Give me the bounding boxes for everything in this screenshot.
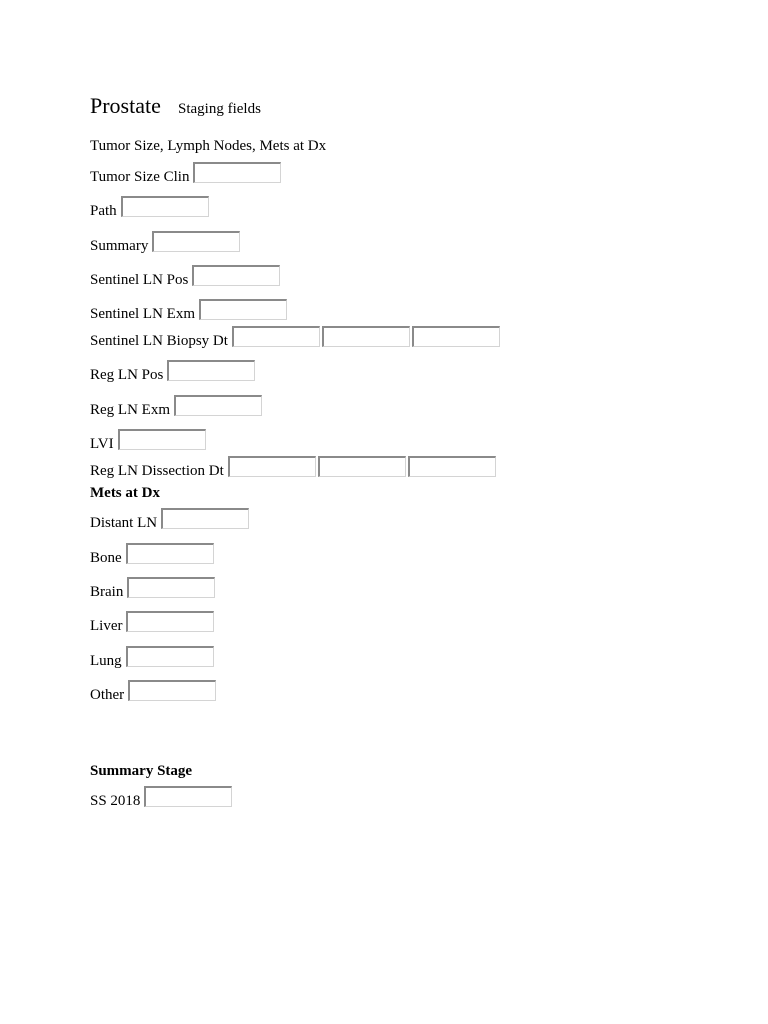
section-title-summary-stage: Summary Stage xyxy=(90,763,193,779)
row-distant-ln xyxy=(90,511,249,532)
row-reg-ln-pos xyxy=(90,363,255,384)
label-brain: Brain xyxy=(90,584,124,600)
row-sentinel-ln-exm xyxy=(90,302,287,323)
brain-input[interactable] xyxy=(127,577,215,598)
row-summary xyxy=(90,234,240,255)
bone-input[interactable] xyxy=(126,543,214,564)
row-path xyxy=(90,199,209,220)
label-summary: Summary xyxy=(90,238,149,254)
sentinel-ln-biopsy-year-input[interactable] xyxy=(412,326,500,347)
reg-ln-exm-input[interactable] xyxy=(174,395,262,416)
other-input[interactable] xyxy=(128,680,216,701)
label-lvi: LVI xyxy=(90,436,114,452)
sentinel-ln-biopsy-month-input[interactable] xyxy=(232,326,320,347)
distant-ln-input[interactable] xyxy=(161,508,249,529)
summary-input[interactable] xyxy=(152,231,240,252)
page-subtitle: Staging fields xyxy=(178,101,261,117)
row-ss-2018 xyxy=(90,789,232,810)
reg-ln-pos-input[interactable] xyxy=(167,360,255,381)
label-tumor-size-clin: Tumor Size Clin xyxy=(90,169,190,185)
lvi-input[interactable] xyxy=(118,429,206,450)
section-title-mets: Mets at Dx xyxy=(90,485,160,501)
label-reg-ln-pos: Reg LN Pos xyxy=(90,367,164,383)
sentinel-ln-pos-input[interactable] xyxy=(192,265,280,286)
row-reg-ln-exm xyxy=(90,398,262,419)
liver-input[interactable] xyxy=(126,611,214,632)
tumor-size-clin-input[interactable] xyxy=(193,162,281,183)
label-liver: Liver xyxy=(90,618,123,634)
label-sentinel-ln-pos: Sentinel LN Pos xyxy=(90,272,189,288)
page-title: Prostate xyxy=(90,93,161,118)
row-reg-ln-dissection-dt xyxy=(90,459,496,480)
label-sentinel-ln-exm: Sentinel LN Exm xyxy=(90,306,195,322)
ss-2018-input[interactable] xyxy=(144,786,232,807)
row-other xyxy=(90,683,216,704)
section-title-tumor: Tumor Size, Lymph Nodes, Mets at Dx xyxy=(90,138,327,154)
label-reg-ln-exm: Reg LN Exm xyxy=(90,402,170,418)
row-brain xyxy=(90,580,215,601)
lung-input[interactable] xyxy=(126,646,214,667)
sentinel-ln-exm-input[interactable] xyxy=(199,299,287,320)
row-lvi xyxy=(90,432,206,453)
row-lung xyxy=(90,649,214,670)
row-sentinel-ln-pos xyxy=(90,268,280,289)
row-sentinel-ln-biopsy-dt xyxy=(90,329,500,350)
sentinel-ln-biopsy-day-input[interactable] xyxy=(322,326,410,347)
label-ss-2018: SS 2018 xyxy=(90,793,141,809)
reg-ln-dissection-day-input[interactable] xyxy=(318,456,406,477)
row-liver xyxy=(90,614,214,635)
row-tumor-size-clin xyxy=(90,165,281,186)
label-lung: Lung xyxy=(90,653,122,669)
label-sentinel-ln-biopsy-dt: Sentinel LN Biopsy Dt xyxy=(90,333,228,349)
reg-ln-dissection-year-input[interactable] xyxy=(408,456,496,477)
path-input[interactable] xyxy=(121,196,209,217)
label-bone: Bone xyxy=(90,550,122,566)
label-other: Other xyxy=(90,687,125,703)
label-path: Path xyxy=(90,203,117,219)
label-reg-ln-dissection-dt: Reg LN Dissection Dt xyxy=(90,463,224,479)
reg-ln-dissection-month-input[interactable] xyxy=(228,456,316,477)
row-bone xyxy=(90,546,214,567)
label-distant-ln: Distant LN xyxy=(90,515,158,531)
